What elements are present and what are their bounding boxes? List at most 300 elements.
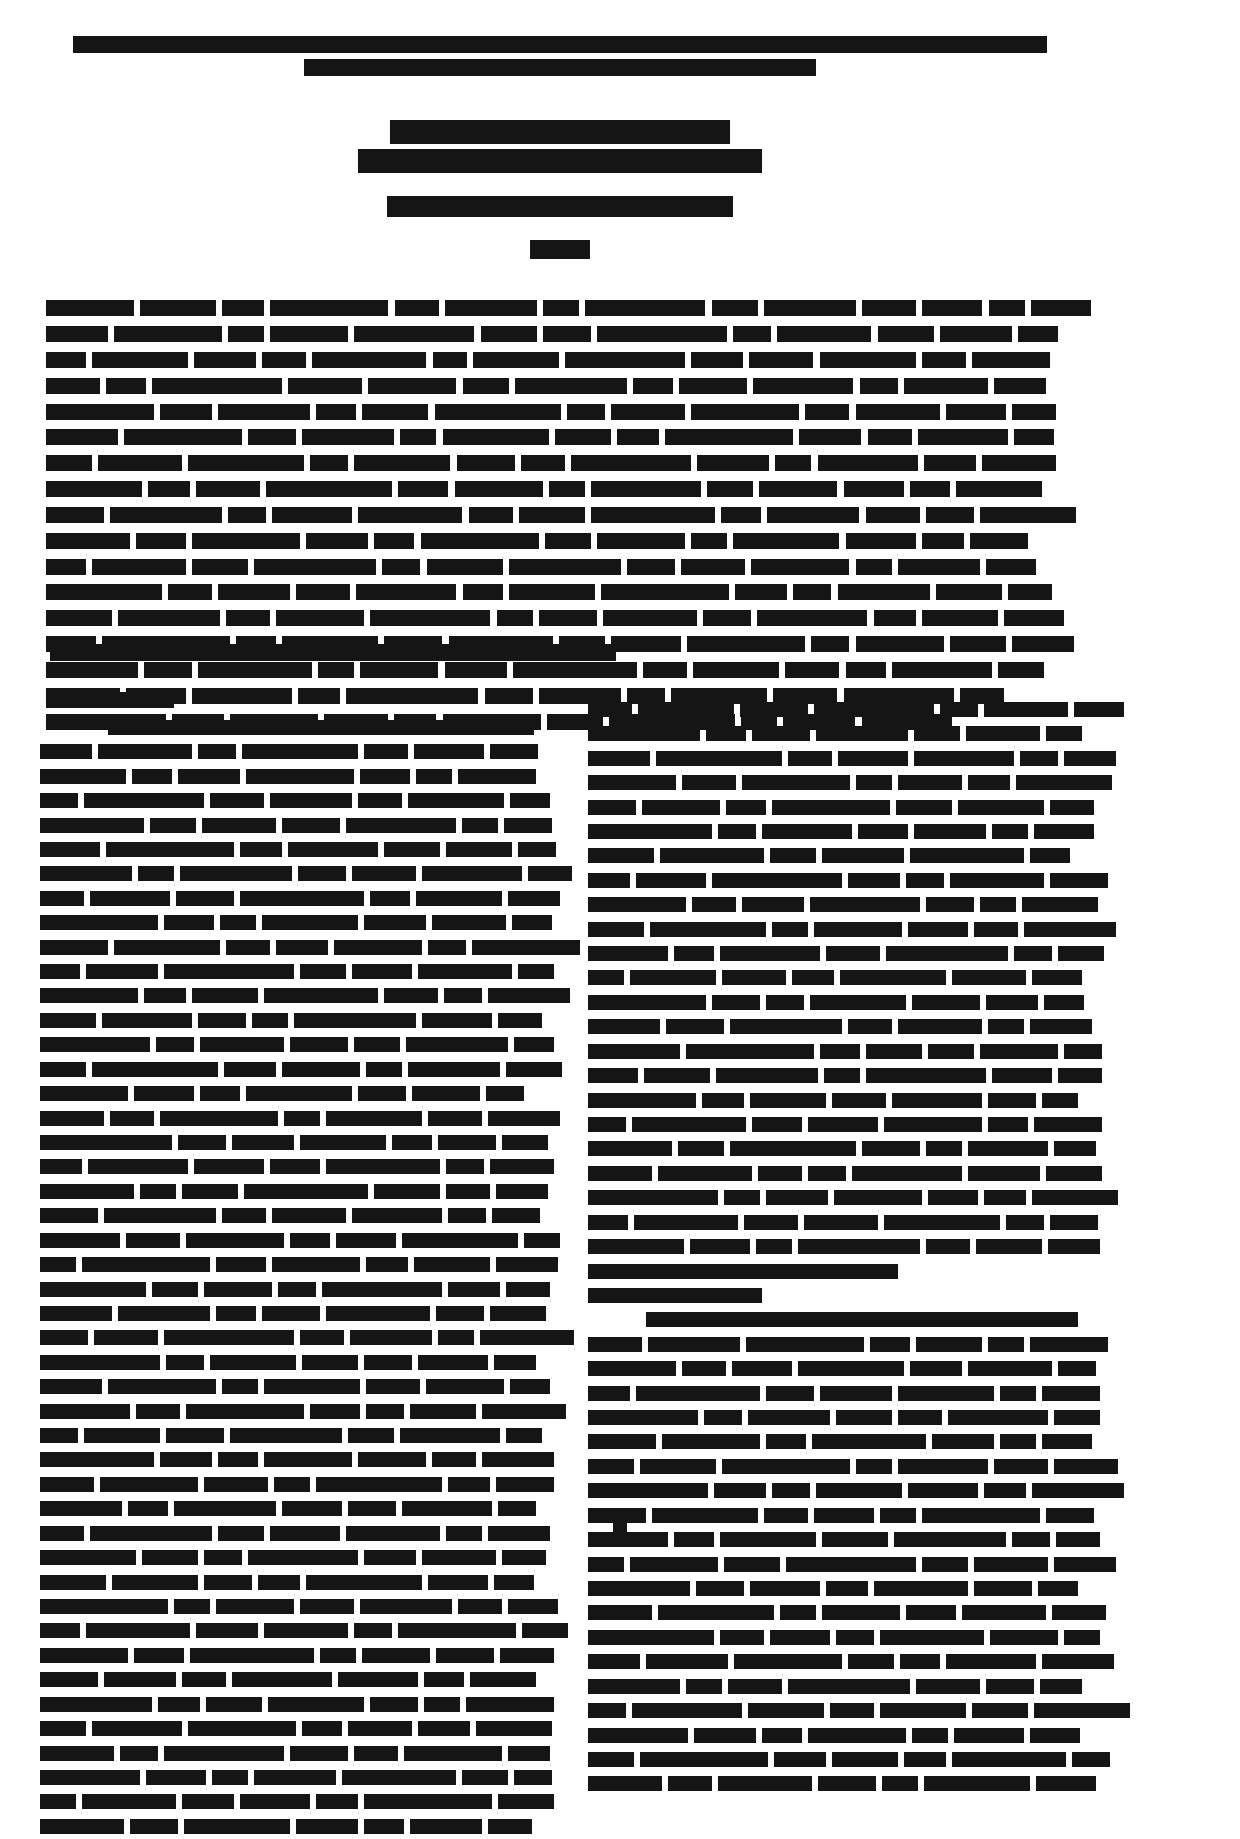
redacted-text-run: [762, 1728, 802, 1743]
redacted-text-run: [364, 915, 426, 930]
redacted-text-run: [679, 378, 747, 394]
redacted-text-run: [936, 584, 1002, 600]
redacted-text-run: [682, 120, 730, 144]
redacted-text-run: [282, 818, 340, 833]
redacted-text-run: [364, 1550, 416, 1565]
redacted-text-run: [1058, 1068, 1102, 1083]
section-heading-introduction: [46, 692, 174, 708]
redacted-text-run: [46, 404, 154, 420]
redacted-text-run: [294, 1013, 416, 1028]
redacted-text-run: [272, 507, 352, 523]
redacted-text-run: [358, 507, 462, 523]
redacted-text-run: [906, 1605, 956, 1620]
redacted-text-run: [713, 36, 853, 53]
text-line: [40, 960, 540, 979]
running-header: [55, 36, 1065, 82]
redacted-text-run: [176, 891, 234, 906]
text-line: [588, 771, 1080, 790]
redacted-text-run: [364, 1794, 492, 1809]
text-line: [46, 580, 1072, 600]
redacted-text-run: [492, 1208, 540, 1223]
redacted-text-run: [976, 1239, 1042, 1254]
redacted-text-run: [588, 1581, 690, 1596]
redacted-text-run: [40, 744, 92, 759]
word-gap: [811, 451, 818, 467]
redacted-text-run: [168, 584, 212, 600]
redacted-text-run: [898, 559, 980, 575]
redacted-text-run: [182, 1794, 234, 1809]
redacted-text-run: [808, 1117, 878, 1132]
redacted-text-run: [192, 559, 248, 575]
text-line: [46, 477, 1072, 497]
redacted-text-run: [588, 702, 632, 717]
redacted-text-run: [220, 915, 256, 930]
text-line: [588, 1406, 1080, 1425]
redacted-text-run: [354, 1037, 400, 1052]
redacted-text-run: [438, 1135, 496, 1150]
redacted-text-run: [304, 59, 424, 76]
redacted-text-run: [342, 1770, 456, 1785]
redacted-text-run: [860, 378, 898, 394]
text-line: [46, 528, 1072, 548]
redacted-text-run: [543, 300, 579, 316]
redacted-text-run: [759, 481, 837, 497]
redacted-text-run: [950, 636, 1006, 652]
text-line: [40, 1668, 540, 1687]
redacted-text-run: [421, 533, 539, 549]
redacted-text-run: [448, 1282, 500, 1297]
redacted-text-run: [591, 507, 715, 523]
redacted-text-run: [448, 1208, 486, 1223]
redacted-text-run: [810, 897, 920, 912]
redacted-text-run: [810, 995, 906, 1010]
redacted-text-run: [410, 1404, 476, 1419]
redacted-text-run: [362, 1648, 430, 1663]
redacted-text-run: [706, 726, 746, 741]
redacted-text-run: [588, 1532, 668, 1547]
redacted-text-run: [196, 1623, 258, 1638]
redacted-text-run: [40, 1111, 104, 1126]
redacted-text-run: [40, 1550, 136, 1565]
redacted-text-run: [870, 1337, 910, 1352]
redacted-text-run: [106, 842, 234, 857]
redacted-text-run: [565, 352, 685, 368]
redacted-text-run: [264, 1452, 352, 1467]
text-line: [588, 1480, 1080, 1499]
redacted-text-run: [846, 533, 916, 549]
redacted-text-run: [356, 584, 456, 600]
redacted-text-run: [826, 946, 880, 961]
redacted-text-run: [106, 378, 146, 394]
redacted-text-run: [384, 842, 440, 857]
redacted-text-run: [691, 533, 727, 549]
redacted-text-run: [822, 1605, 900, 1620]
redacted-text-run: [543, 326, 591, 342]
redacted-text-run: [946, 1654, 1036, 1669]
text-line: [40, 1058, 540, 1077]
redacted-text-run: [588, 1410, 698, 1425]
redacted-text-run: [986, 1679, 1034, 1694]
redacted-text-run: [402, 1233, 518, 1248]
redacted-text-run: [458, 1599, 502, 1614]
redacted-text-run: [812, 1434, 926, 1449]
redacted-text-run: [252, 1013, 288, 1028]
text-line: [40, 1033, 540, 1052]
redacted-text-run: [752, 726, 810, 741]
redacted-text-run: [970, 533, 1028, 549]
redacted-text-run: [40, 1306, 112, 1321]
redacted-text-run: [1008, 584, 1052, 600]
redacted-text-run: [40, 1575, 106, 1590]
redacted-text-run: [433, 352, 467, 368]
redacted-text-run: [418, 1355, 488, 1370]
redacted-text-run: [414, 1257, 490, 1272]
redacted-text-run: [40, 769, 126, 784]
redacted-text-run: [611, 404, 685, 420]
redacted-text-run: [722, 970, 786, 985]
redacted-text-run: [94, 1330, 158, 1345]
text-line: [40, 1644, 540, 1663]
redacted-text-run: [712, 873, 842, 888]
redacted-text-run: [346, 688, 478, 704]
redacted-text-run: [486, 1086, 524, 1101]
redacted-text-run: [130, 1819, 178, 1834]
redacted-text-run: [798, 1361, 904, 1376]
redacted-text-run: [352, 964, 412, 979]
redacted-text-run: [114, 940, 220, 955]
redacted-text-run: [642, 800, 720, 815]
redacted-text-run: [166, 1355, 204, 1370]
redacted-text-run: [793, 584, 831, 600]
redacted-text-run: [350, 1330, 432, 1345]
redacted-text-run: [974, 1581, 1032, 1596]
redacted-text-run: [866, 507, 920, 523]
redacted-text-run: [112, 1575, 198, 1590]
redacted-text-run: [906, 873, 944, 888]
redacted-text-run: [588, 1044, 680, 1059]
word-gap: [859, 503, 866, 519]
text-line: [588, 1699, 1080, 1718]
redacted-text-run: [222, 1379, 258, 1394]
redacted-text-run: [40, 1013, 96, 1028]
redacted-text-run: [40, 1062, 86, 1077]
redacted-text-run: [253, 36, 289, 53]
redacted-text-run: [40, 1623, 80, 1638]
redacted-text-run: [174, 1599, 210, 1614]
redacted-text-run: [46, 429, 118, 445]
text-line: [40, 838, 540, 857]
text-line: [588, 698, 1080, 717]
redacted-text-run: [302, 1355, 358, 1370]
redacted-text-run: [928, 1044, 974, 1059]
text-line: [588, 845, 1080, 864]
redacted-text-run: [504, 818, 552, 833]
redacted-text-run: [40, 1233, 120, 1248]
redacted-text-run: [636, 873, 706, 888]
redacted-text-run: [733, 533, 839, 549]
redacted-text-run: [455, 481, 543, 497]
redacted-text-run: [136, 1404, 180, 1419]
redacted-text-run: [192, 533, 300, 549]
redacted-text-run: [588, 1166, 652, 1181]
redacted-text-run: [750, 1093, 826, 1108]
redacted-text-run: [490, 1306, 546, 1321]
redacted-text-run: [228, 326, 264, 342]
redacted-text-run: [40, 1379, 102, 1394]
redacted-text-run: [498, 1013, 542, 1028]
redacted-text-run: [232, 1672, 332, 1687]
redacted-text-run: [368, 378, 456, 394]
redacted-text-run: [892, 1093, 982, 1108]
redacted-text-run: [192, 988, 258, 1003]
redacted-text-run: [655, 36, 713, 53]
redacted-text-run: [240, 1794, 310, 1809]
text-line: [588, 1431, 1080, 1450]
redacted-text-run: [853, 36, 897, 53]
redacted-text-run: [498, 59, 550, 76]
redacted-text-run: [908, 922, 968, 937]
redacted-text-run: [204, 1550, 242, 1565]
redacted-text-run: [1074, 702, 1124, 717]
redacted-text-run: [182, 1672, 226, 1687]
redacted-text-run: [230, 1428, 342, 1443]
redacted-text-run: [588, 897, 686, 912]
redacted-text-run: [656, 751, 782, 766]
redacted-text-run: [1012, 404, 1056, 420]
redacted-text-run: [814, 922, 902, 937]
redacted-text-run: [416, 769, 452, 784]
redacted-text-run: [402, 1501, 492, 1516]
redacted-text-run: [92, 559, 186, 575]
redacted-text-run: [258, 1575, 300, 1590]
redacted-text-run: [82, 1794, 176, 1809]
redacted-text-run: [708, 149, 762, 173]
redacted-text-run: [950, 873, 1044, 888]
redacted-text-run: [40, 1794, 76, 1809]
redacted-text-run: [968, 1141, 1048, 1156]
redacted-text-run: [856, 404, 940, 420]
redacted-text-run: [144, 988, 186, 1003]
redacted-text-run: [428, 1575, 488, 1590]
redacted-text-run: [184, 1819, 290, 1834]
word-gap: [414, 528, 421, 544]
redacted-text-run: [46, 533, 130, 549]
redacted-text-run: [270, 1159, 320, 1174]
redacted-text-run: [288, 378, 362, 394]
redacted-text-run: [744, 1215, 798, 1230]
redacted-text-run: [1014, 946, 1052, 961]
redacted-text-run: [922, 533, 964, 549]
redacted-text-run: [46, 455, 92, 471]
redacted-text-run: [508, 891, 560, 906]
text-line: [40, 1082, 540, 1101]
redacted-text-run: [846, 662, 886, 678]
redacted-text-run: [772, 922, 808, 937]
word-gap: [867, 606, 874, 622]
redacted-text-run: [588, 1215, 628, 1230]
redacted-text-run: [395, 300, 439, 316]
redacted-text-run: [588, 1434, 656, 1449]
redacted-text-run: [588, 1630, 714, 1645]
redacted-text-run: [539, 610, 597, 626]
redacted-text-run: [926, 507, 974, 523]
redacted-text-run: [427, 559, 503, 575]
redacted-text-run: [1000, 1386, 1036, 1401]
text-line: [40, 1620, 540, 1639]
text-line: [40, 1742, 540, 1761]
word-gap: [839, 528, 846, 544]
text-line: [588, 1724, 1080, 1743]
redacted-text-run: [392, 1135, 432, 1150]
redacted-text-run: [1012, 1532, 1050, 1547]
redacted-text-run: [264, 644, 342, 661]
redacted-text-run: [922, 1557, 968, 1572]
redacted-text-run: [696, 1581, 744, 1596]
redacted-text-run: [410, 1819, 482, 1834]
redacted-text-run: [358, 793, 402, 808]
redacted-text-run: [878, 326, 934, 342]
redacted-text-run: [40, 1135, 172, 1150]
text-line: [588, 1602, 1080, 1621]
redacted-text-run: [924, 1776, 1030, 1791]
redacted-text-run: [980, 507, 1076, 523]
redacted-text-run: [210, 1355, 296, 1370]
redacted-text-run: [880, 1703, 966, 1718]
redacted-text-run: [588, 1752, 634, 1767]
redacted-text-run: [968, 1166, 1040, 1181]
redacted-text-run: [1050, 800, 1094, 815]
header-line: [55, 36, 1065, 53]
redacted-text-run: [470, 1672, 536, 1687]
text-line: [40, 1766, 540, 1785]
redacted-text-run: [46, 326, 108, 342]
word-gap: [849, 554, 856, 570]
redacted-text-run: [597, 533, 685, 549]
redacted-text-run: [40, 1746, 114, 1761]
redacted-text-run: [160, 404, 212, 420]
redacted-text-run: [562, 120, 682, 144]
redacted-text-run: [182, 1184, 238, 1199]
redacted-text-run: [588, 1288, 762, 1303]
redacted-text-run: [384, 988, 438, 1003]
redacted-text-run: [588, 995, 706, 1010]
redacted-text-run: [445, 300, 537, 316]
word-gap: [456, 373, 463, 389]
redacted-text-run: [218, 584, 290, 600]
redacted-text-run: [728, 1679, 782, 1694]
redacted-text-run: [777, 326, 871, 342]
redacted-text-run: [862, 300, 916, 316]
redacted-text-run: [588, 1679, 680, 1694]
text-line: [588, 991, 1080, 1010]
redacted-text-run: [898, 1386, 994, 1401]
redacted-text-run: [588, 1605, 652, 1620]
redacted-text-run: [674, 1532, 714, 1547]
redacted-text-run: [702, 1093, 744, 1108]
redacted-text-run: [278, 1282, 316, 1297]
redacted-text-run: [820, 352, 916, 368]
redacted-text-run: [164, 964, 294, 979]
redacted-text-run: [354, 326, 474, 342]
redacted-text-run: [469, 507, 513, 523]
redacted-text-run: [772, 800, 890, 815]
redacted-text-run: [880, 1630, 984, 1645]
redacted-text-run: [218, 404, 310, 420]
redacted-text-run: [326, 1111, 422, 1126]
redacted-text-run: [780, 1605, 816, 1620]
redacted-text-run: [1040, 1679, 1082, 1694]
redacted-text-run: [408, 793, 504, 808]
redacted-text-run: [40, 1501, 122, 1516]
redacted-text-run: [740, 702, 808, 717]
text-line: [46, 451, 1072, 471]
redacted-text-run: [370, 1697, 418, 1712]
redacted-text-run: [730, 1141, 856, 1156]
redacted-text-run: [908, 1483, 978, 1498]
redacted-text-run: [636, 1386, 760, 1401]
redacted-text-run: [290, 1746, 348, 1761]
redacted-text-run: [242, 744, 358, 759]
redacted-text-run: [40, 1697, 152, 1712]
redacted-text-run: [40, 1086, 128, 1101]
redacted-text-run: [446, 842, 512, 857]
redacted-text-run: [972, 1703, 1028, 1718]
redacted-text-run: [640, 1752, 768, 1767]
redacted-text-run: [588, 1117, 626, 1132]
redacted-text-run: [348, 1501, 396, 1516]
redacted-text-run: [874, 610, 916, 626]
redacted-text-run: [1050, 1215, 1098, 1230]
redacted-text-run: [439, 36, 535, 53]
word-gap: [436, 425, 443, 441]
redacted-text-run: [196, 481, 260, 497]
word-gap: [474, 322, 481, 338]
redacted-text-run: [627, 559, 675, 575]
redacted-text-run: [264, 1623, 348, 1638]
redacted-text-run: [658, 1166, 752, 1181]
redacted-text-run: [246, 1086, 352, 1101]
redacted-text-run: [988, 1093, 1036, 1108]
redacted-text-run: [691, 352, 743, 368]
redacted-text-run: [498, 1794, 554, 1809]
redacted-text-run: [204, 1477, 268, 1492]
redacted-text-run: [228, 507, 266, 523]
redacted-text-run: [140, 1184, 176, 1199]
redacted-text-run: [509, 559, 621, 575]
redacted-text-run: [398, 1623, 516, 1638]
redacted-text-run: [550, 59, 646, 76]
redacted-text-run: [446, 1159, 484, 1174]
redacted-text-run: [50, 644, 146, 661]
text-line: [40, 863, 540, 882]
redacted-text-run: [200, 1037, 284, 1052]
redacted-text-run: [40, 1037, 150, 1052]
redacted-text-run: [686, 1044, 814, 1059]
text-line: [588, 1455, 1080, 1474]
redacted-text-run: [40, 866, 132, 881]
redacted-text-run: [266, 481, 392, 497]
text-line: [588, 1773, 1080, 1792]
redacted-text-run: [674, 946, 714, 961]
redacted-text-run: [508, 1746, 550, 1761]
redacted-text-run: [148, 481, 190, 497]
redacted-text-run: [424, 1672, 464, 1687]
redacted-text-run: [164, 1330, 294, 1345]
redacted-text-run: [682, 1361, 726, 1376]
redacted-text-run: [270, 793, 352, 808]
redacted-text-run: [126, 1233, 180, 1248]
redacted-text-run: [40, 1452, 154, 1467]
